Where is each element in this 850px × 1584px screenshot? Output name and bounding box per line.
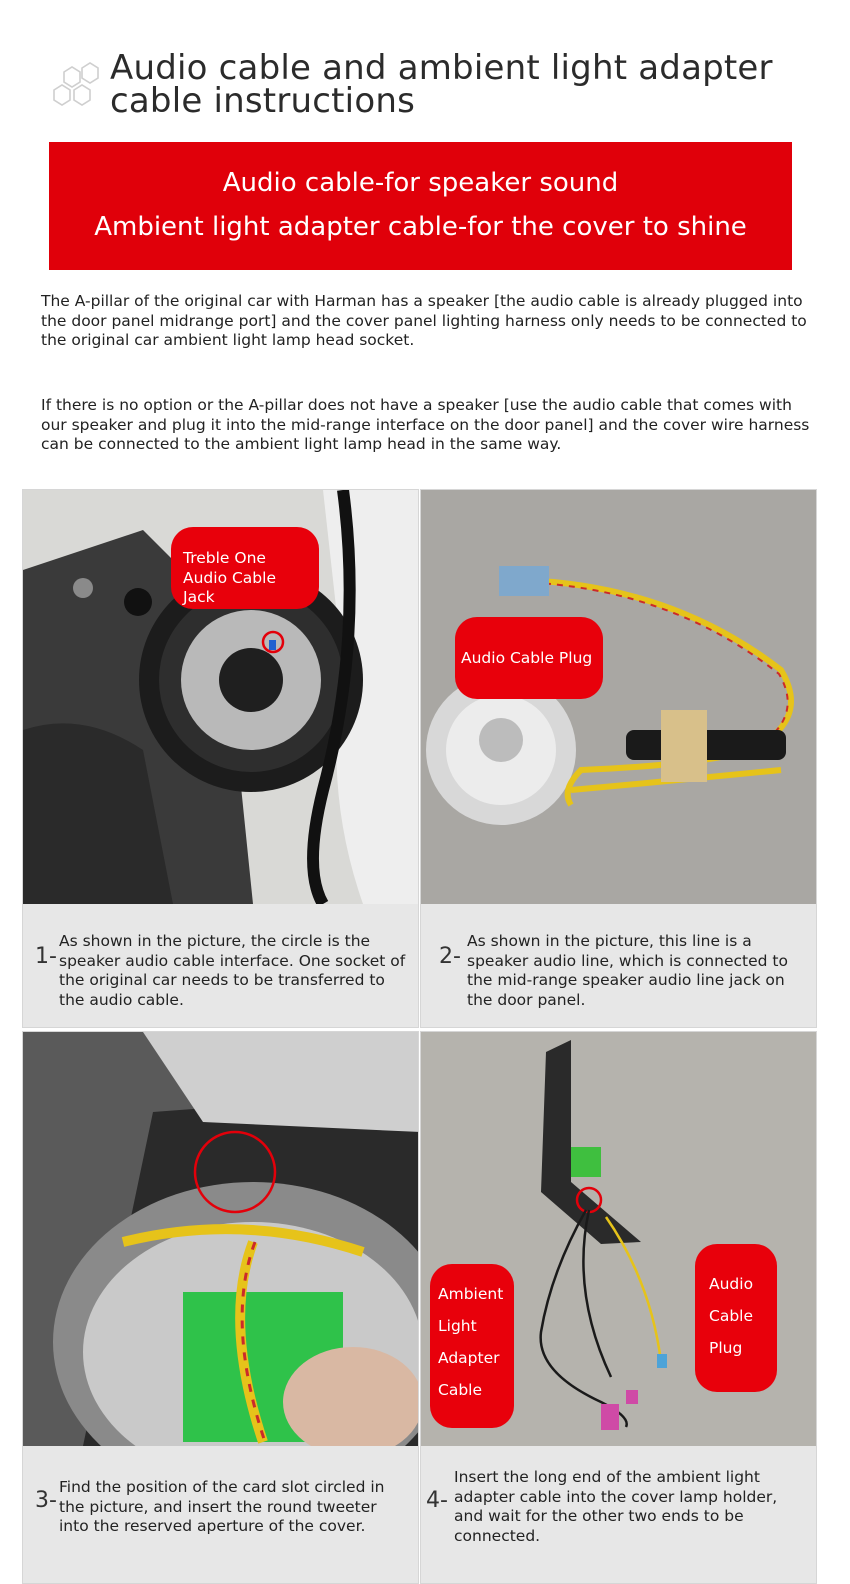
step-panel-4	[420, 1031, 817, 1584]
page-title: Audio cable and ambient light adapter cable instructions	[110, 48, 773, 121]
intro-paragraph-2: If there is no option or the A-pillar does not have a speaker [use the audio cable that comes with our speaker and plug it into the mid-range interface on the door panel] and the cover wire harness can be connected to the ambient light lamp head in the same way.	[41, 396, 810, 453]
step-4-photo	[421, 1032, 816, 1446]
banner-line-2: Ambient light adapter cable-for the cover to shine	[94, 212, 747, 242]
step-1-text: As shown in the picture, the circle is the speaker audio cable interface. One socket of the original car needs to be transferred to the audio cable.	[59, 932, 406, 1009]
step-panel-3	[22, 1031, 419, 1584]
step-3-caption	[23, 1446, 418, 1584]
step-2-text: As shown in the picture, this line is a speaker audio line, which is connected to the mid-range speaker audio line jack on the door panel.	[467, 932, 788, 1009]
step-panel-1	[22, 489, 419, 1028]
callout-audio-cable-plug: Audio Cable Plug	[455, 617, 603, 699]
step-2-number: 2-	[439, 944, 461, 969]
callout-ambient-light-adapter: Ambient Light Adapter Cable	[430, 1264, 514, 1428]
step-1-number: 1-	[35, 944, 57, 969]
red-banner	[49, 142, 792, 270]
step-4-text: Insert the long end of the ambient light adapter cable into the cover lamp holder, and wait for the other two ends to be connected.	[454, 1468, 778, 1545]
page-header	[50, 48, 810, 121]
callout-treble-jack: Treble One Audio Cable Jack	[171, 527, 319, 609]
step-3-photo	[23, 1032, 418, 1446]
callout-audio-cable-plug-2: Audio Cable Plug	[695, 1244, 777, 1392]
step-4-number: 4-	[426, 1488, 448, 1513]
step-panel-2	[420, 489, 817, 1028]
banner-line-1: Audio cable-for speaker sound	[222, 168, 619, 198]
step-2-photo	[421, 490, 816, 904]
step-2-caption	[421, 904, 816, 1028]
step-3-number: 3-	[35, 1488, 57, 1513]
step-3-text: Find the position of the card slot circled in the picture, and insert the round tweeter into the reserved aperture of the cover.	[59, 1478, 385, 1535]
step-1-photo	[23, 490, 418, 904]
step-1-caption	[23, 904, 418, 1028]
step-4-caption	[421, 1446, 816, 1584]
intro-paragraph-1: The A-pillar of the original car with Harman has a speaker [the audio cable is already plugged into the door panel midrange port] and the cover panel lighting harness only needs to be connected to the original car ambient light lamp head socket.	[41, 292, 807, 349]
hexagon-logo-icon	[50, 58, 106, 114]
